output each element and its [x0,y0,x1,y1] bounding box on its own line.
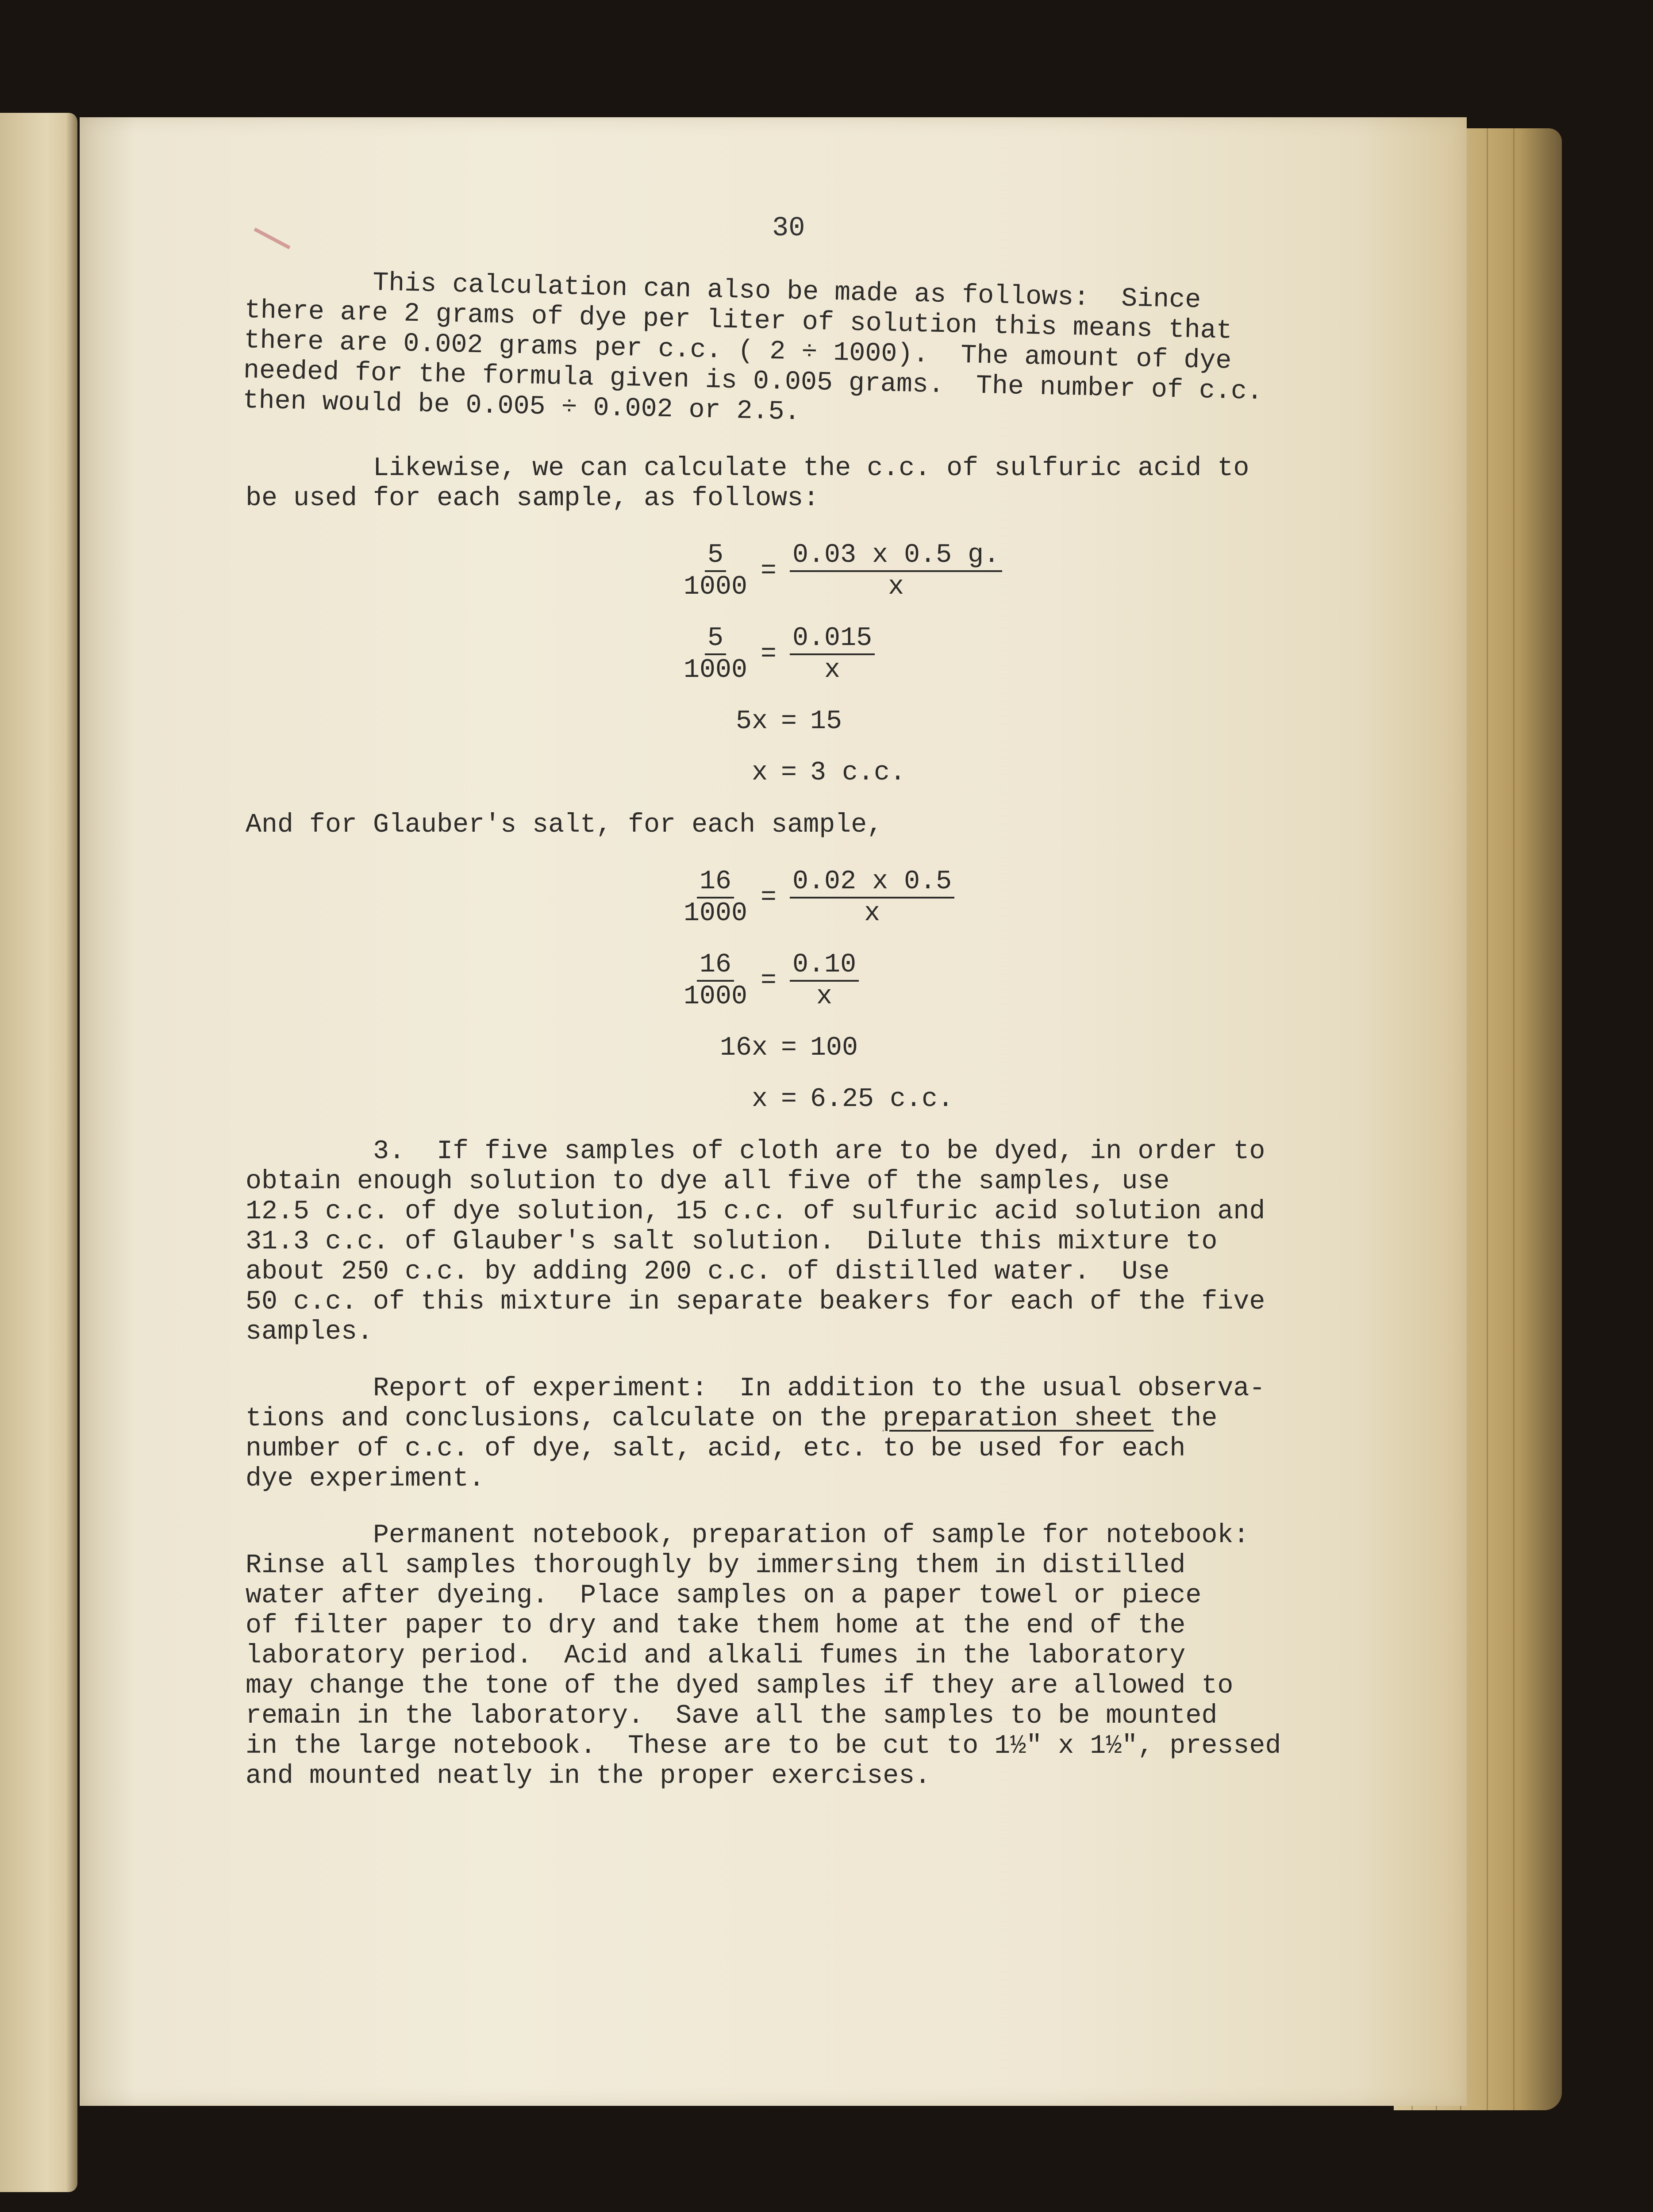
equation [684,540,1396,602]
fraction [684,867,747,929]
equation-rhs: 3 c.c. [810,758,906,788]
equation [684,623,1396,685]
numerator: 0.015 [790,623,875,655]
equals-sign: = [761,639,777,669]
page-body [242,265,1396,1791]
equation [684,867,1396,929]
denominator: 1000 [684,655,748,685]
report-text: the [1153,1404,1218,1434]
page-edge-line [1513,128,1515,2110]
numerator: 0.02 x 0.5 [790,867,954,899]
numerator: 0.03 x 0.5 g. [790,540,1002,572]
report-line [246,1404,1396,1434]
report-text: tions and conclusions, calculate on the [246,1404,883,1434]
numerator: 0.10 [790,950,859,982]
denominator: x [824,655,841,685]
equation [684,758,1396,788]
paragraph-dye-calculation: This calculation can also be made as follows: Since there are 2 grams of dye per liter of solution this means that there are 0.002 grams per c.c. ( 2 ÷ 1000). The amount of dye needed for the formula given is 0.005 grams. The number of c.c. then would be 0.005 ÷ 0.002 or 2.5. [242,265,1263,428]
numerator: 5 [705,623,726,655]
denominator: 1000 [684,982,748,1012]
numerator: 16 [697,867,734,899]
equals-sign: = [761,556,777,586]
salt-equations [684,867,1396,1114]
equation-rhs: 6.25 c.c. [810,1084,954,1114]
numerator: 5 [705,540,726,572]
report-line: Report of experiment: In addition to the usual observa- [246,1374,1265,1404]
fraction [684,623,747,685]
equals-sign: = [781,758,797,788]
equation-rhs: 100 [810,1033,858,1063]
equation [684,1084,1396,1114]
equals-sign: = [781,1084,797,1114]
numerator: 16 [697,950,734,982]
pencil-mark [254,227,290,249]
page-number: 30 [772,212,805,244]
left-page-edge [0,113,77,2192]
equation [684,707,1396,737]
equation [684,950,1396,1012]
denominator: x [864,899,880,929]
fraction [790,623,875,685]
page-edge-line [1487,128,1488,2110]
paragraph-sulfuric-intro: Likewise, we can calculate the c.c. of sulfuric acid to be used for each sample, as follows: [246,453,1249,514]
denominator: 1000 [684,572,748,602]
equation-lhs: 16x [719,1033,768,1063]
equals-sign: = [761,883,777,913]
underlined-text: preparation sheet [883,1404,1154,1434]
fraction [684,950,747,1012]
equals-sign: = [781,707,797,737]
equation-rhs: 15 [810,707,842,737]
denominator: x [888,572,904,602]
equation [684,1033,1396,1063]
denominator: x [816,982,833,1012]
equals-sign: = [761,966,777,996]
fraction [684,540,747,602]
report-line: number of c.c. of dye, salt, acid, etc. to be used for each dye experiment. [246,1434,1186,1494]
fraction [790,950,859,1012]
equation-lhs: x [751,1084,768,1114]
paragraph-notebook: Permanent notebook, preparation of sample for notebook: Rinse all samples thoroughly by immersing them in distilled water after dyeing. Place samples on a paper towel or piece of filter paper to dry and take them home at the end of the laboratory period. Acid and alkali fumes in the laboratory may change the tone of the dyed samples if they are allowed to remain in the laboratory. Save all the samples to be mounted in the large notebook. These are to be cut to 1½" x 1½", pressed and mounted neatly in the proper exercises. [246,1521,1281,1791]
denominator: 1000 [684,899,748,929]
equation-lhs: 5x [735,707,768,737]
paragraph-glauber-intro: And for Glauber's salt, for each sample, [246,810,883,840]
equation-lhs: x [751,758,768,788]
acid-equations [684,540,1396,788]
fraction [790,867,954,929]
fraction [790,540,1002,602]
paragraph-report [246,1374,1396,1494]
paragraph-five-samples: 3. If five samples of cloth are to be dyed, in order to obtain enough solution to dye all five of the samples, use 12.5 c.c. of dye solution, 15 c.c. of sulfuric acid solution and 31.3 c.c. of Glauber's salt solution. Dilute this mixture to about 250 c.c. by adding 200 c.c. of distilled water. Use 50 c.c. of this mixture in separate beakers for each of the five samples. [246,1137,1265,1347]
equals-sign: = [781,1033,797,1063]
